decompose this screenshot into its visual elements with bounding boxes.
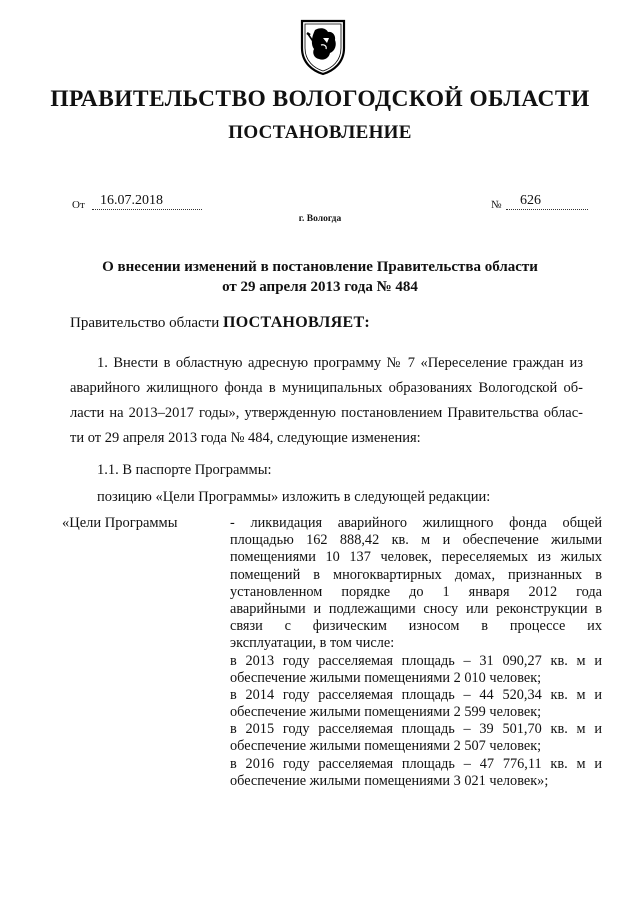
goals-line: помещениями 10 137 человек, переселяемых из жилых <box>230 549 602 566</box>
goals-line: в 2016 году расселяемая площадь – 47 776,11 кв. м и <box>230 755 602 772</box>
goals-line: эксплуатации, в том числе: <box>230 635 395 652</box>
goals-line: связи с физическим износом в процессе их <box>230 618 602 635</box>
paragraph-1-line: ласти на 2013–2017 годы», утвержденную постановлением Правительства облас- <box>70 405 583 421</box>
document-number: 626 <box>506 193 588 210</box>
goals-line: - ликвидация аварийного жилищного фонда общей <box>230 515 602 531</box>
goals-line: площадью 162 888,42 кв. м и обеспечение жилыми <box>230 532 602 549</box>
goals-line: в 2013 году расселяемая площадь – 31 090,27 кв. м и <box>230 652 602 669</box>
subsection-1-1: 1.1. В паспорте Программы: <box>97 462 272 478</box>
goals-line: обеспечение жилыми помещениями 2 507 человек; <box>230 738 542 755</box>
paragraph-1-line: ти от 29 апреля 2013 года № 484, следующие изменения: <box>70 430 421 446</box>
city-label: г. Вологда <box>298 214 342 224</box>
position-instruction: позицию «Цели Программы» изложить в следующей редакции: <box>97 489 491 505</box>
goals-line: обеспечение жилыми помещениями 2 010 человек; <box>230 669 542 686</box>
paragraph-1-line: 1. Внести в областную адресную программу № 7 «Переселение граждан из <box>97 355 583 371</box>
government-title: ПРАВИТЕЛЬСТВО ВОЛОГОДСКОЙ ОБЛАСТИ <box>50 86 590 112</box>
date-prefix: От <box>72 199 85 211</box>
resolution-keyword: ПОСТАНОВЛЯЕТ: <box>222 314 371 331</box>
goals-line: помещений в многоквартирных домах, признанных в <box>230 566 602 583</box>
goals-line: обеспечение жилыми помещениями 3 021 человек»; <box>230 772 549 789</box>
resolution-line <box>70 314 370 332</box>
vologda-coat-of-arms-icon <box>299 18 347 76</box>
number-prefix: № <box>491 199 502 211</box>
goals-line: в 2015 году расселяемая площадь – 39 501,70 кв. м и <box>230 721 602 738</box>
goals-line: обеспечение жилыми помещениями 2 599 человек; <box>230 704 542 721</box>
document-date: 16.07.2018 <box>92 193 202 210</box>
document-type: ПОСТАНОВЛЕНИЕ <box>228 122 412 143</box>
goals-line: аварийными и подлежащими сносу или реконструкции в <box>230 600 602 617</box>
goals-line: в 2014 году расселяемая площадь – 44 520,34 кв. м и <box>230 686 602 703</box>
goals-line: установленном порядке до 1 января 2012 года <box>230 583 602 600</box>
document-subject <box>60 257 580 297</box>
resolution-prefix: Правительство области <box>70 315 223 331</box>
subject-line-2: от 29 апреля 2013 года № 484 <box>222 279 418 295</box>
subject-line-1: О внесении изменений в постановление Правительства области <box>102 259 538 275</box>
goals-label: «Цели Программы <box>62 515 178 531</box>
paragraph-1-line: аварийного жилищного фонда в муниципальных образованиях Вологодской об- <box>70 380 583 396</box>
goals-text <box>230 515 602 790</box>
